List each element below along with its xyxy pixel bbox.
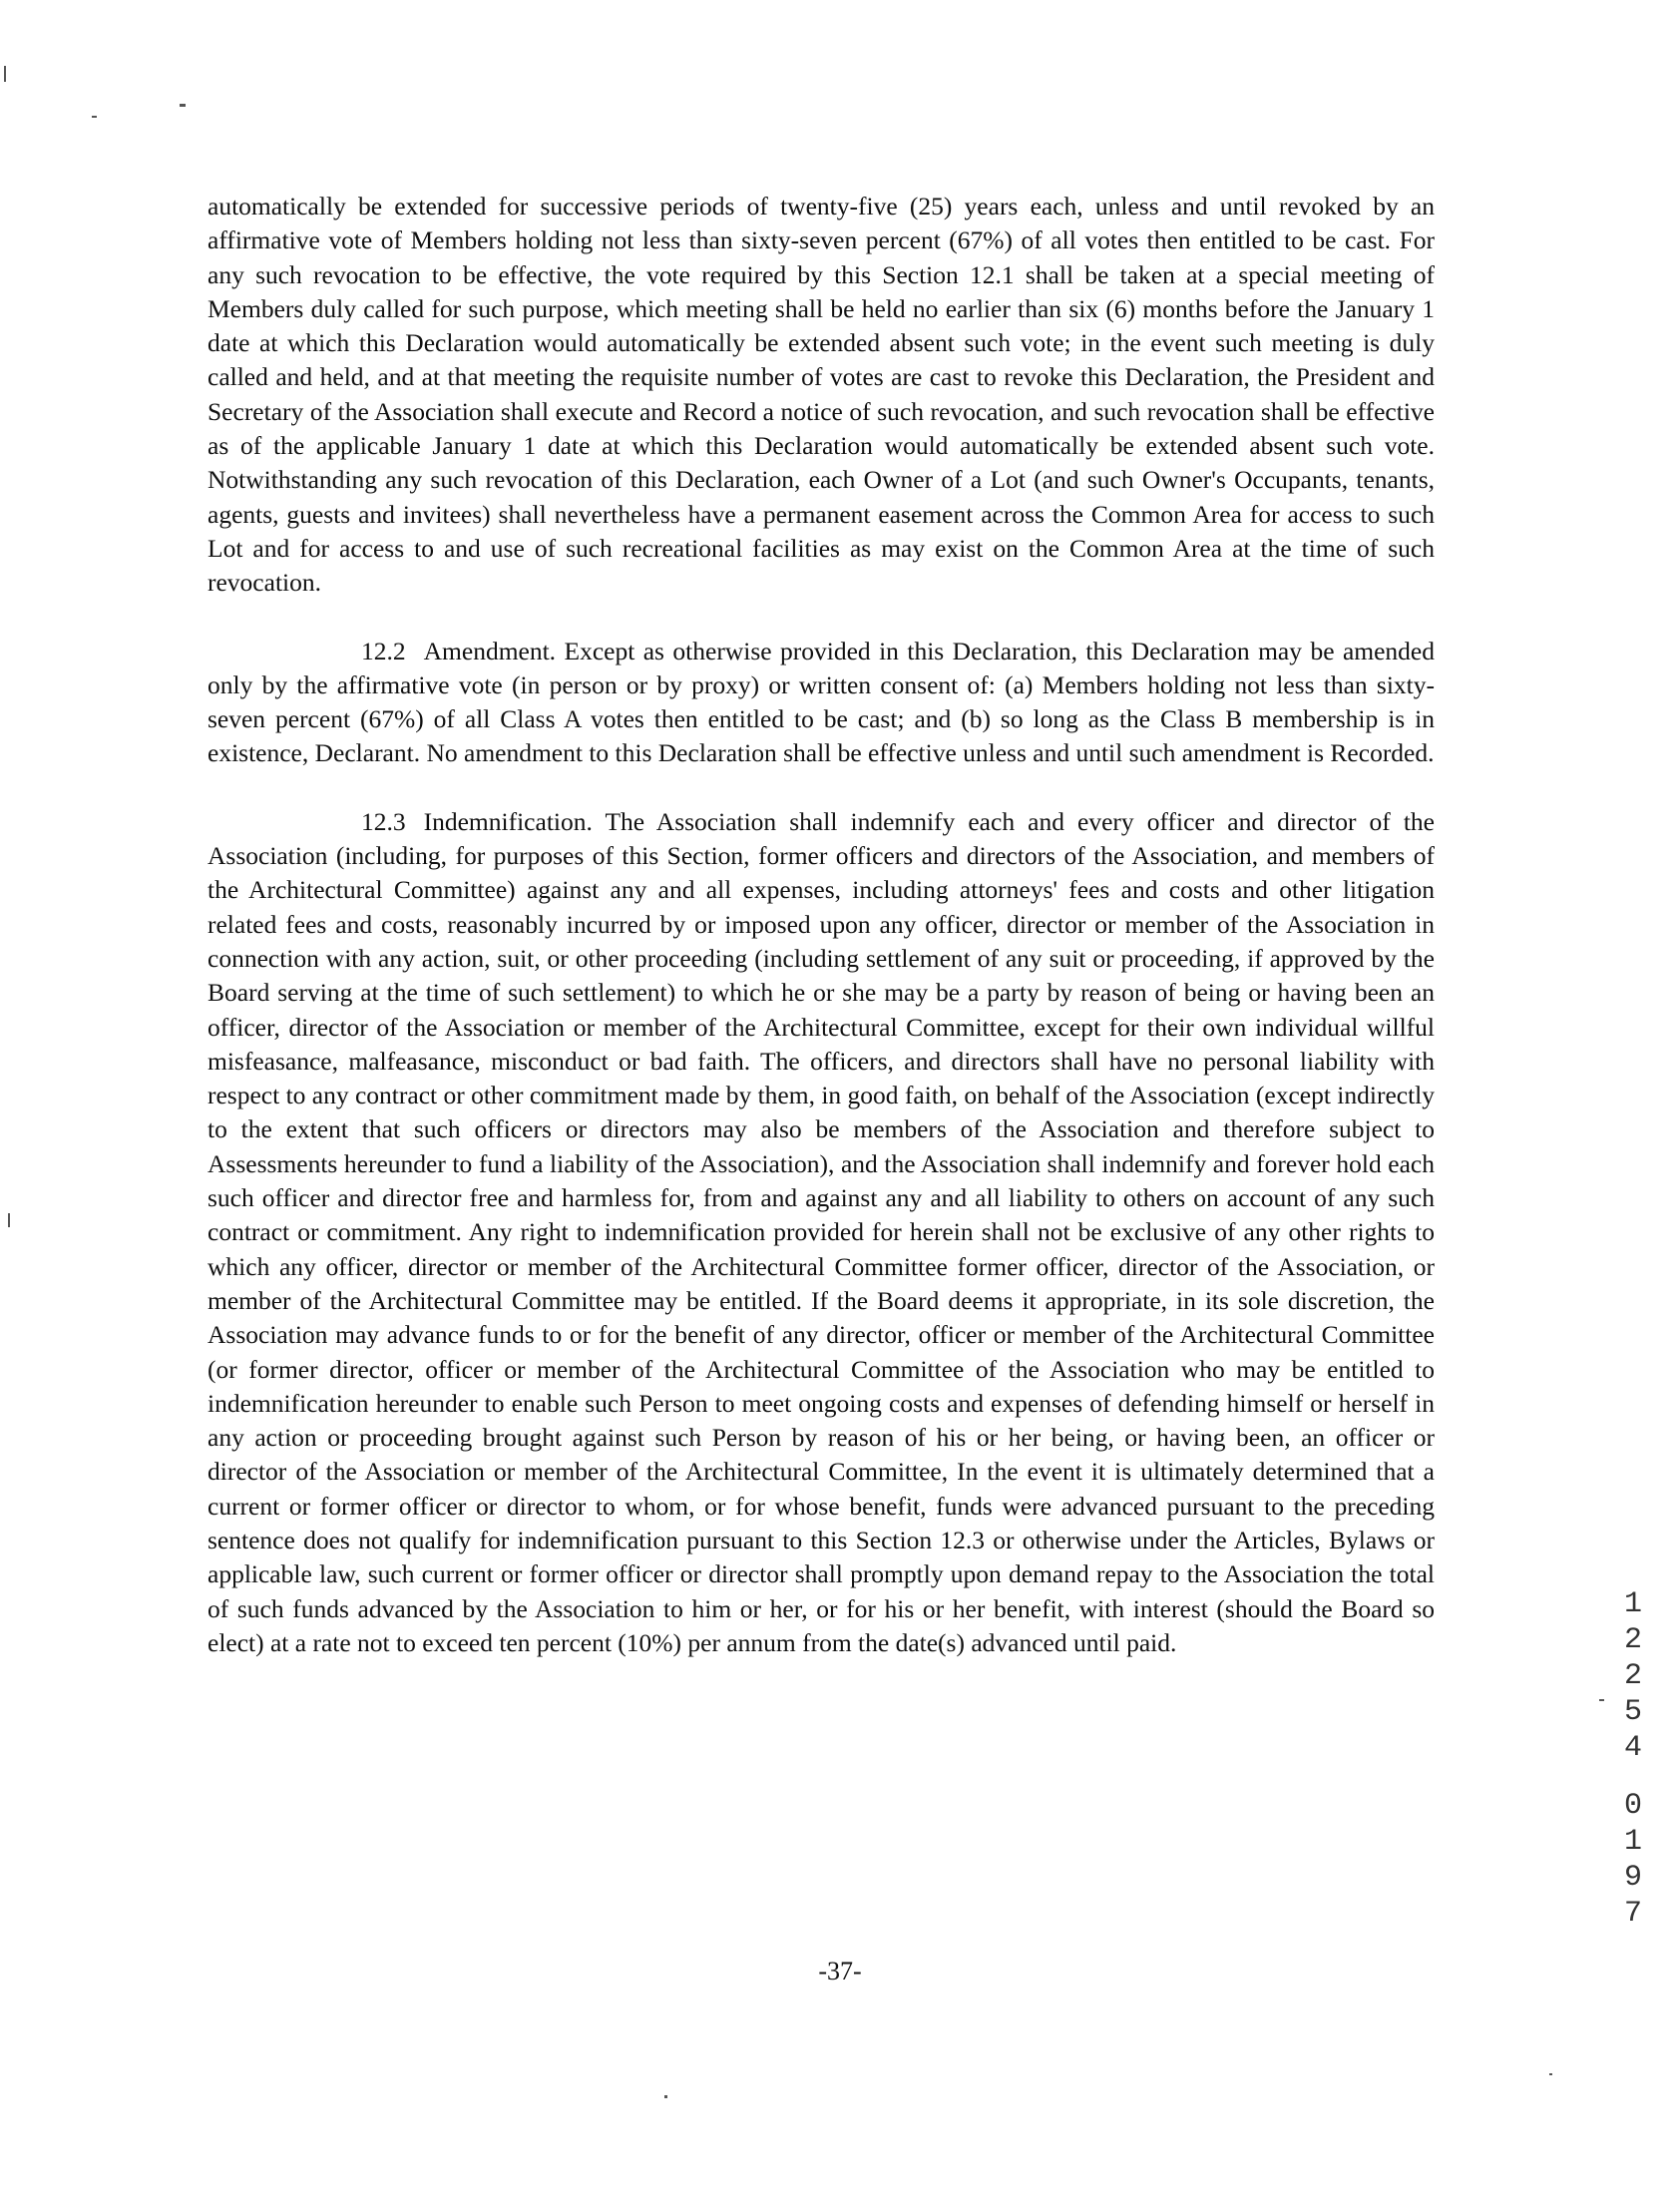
scan-mark (1549, 2073, 1552, 2075)
paragraph-12-1-continued: automatically be extended for successive periods of twenty-five (25) years each, unless and until revoked by an affirmative vote of Members holding not less than sixty-seven percent (67%) of all votes then entitled to be cast. For any such revocation to be effective, the vote required by this Section 12.1 shall be taken at a special meeting of Members duly called for such purpose, which meeting shall be held no earlier than six (6) months before the January 1 date at which this Declaration would automatically be extended absent such vote; in the event such meeting is duly called and held, and at that meeting the requisite number of votes are cast to revoke this Declaration, the President and Secretary of the Association shall execute and Record a notice of such revocation, and such revocation shall be effective as of the applicable January 1 date at which this Declaration would automatically be extended absent such vote. Notwithstanding any such revocation of this Declaration, each Owner of a Lot (and such Owner's Occupants, tenants, agents, guests and invitees) shall nevertheless have a permanent easement across the Common Area for access to such Lot and for access to and use of such recreational facilities as may exist on the Common Area at the time of such revocation. (208, 192, 1435, 598)
section-number: 12.2 (361, 636, 406, 665)
page-number: -37- (818, 1957, 862, 1985)
stamp-digit: 2 (1623, 1659, 1642, 1693)
scan-mark (4, 66, 6, 82)
stamp-gap (1620, 1766, 1646, 1788)
stamp-digit: 1 (1623, 1825, 1642, 1859)
section-12-3-indemnification (208, 805, 1435, 1660)
section-number: 12.3 (361, 806, 406, 836)
stamp-digit: 9 (1623, 1861, 1642, 1895)
stamp-digit: 1 (1623, 1587, 1642, 1621)
stamp-digit: 7 (1623, 1897, 1642, 1931)
stamp-digit: 2 (1623, 1623, 1642, 1657)
stamp-digit: 5 (1623, 1695, 1642, 1729)
section-12-2-amendment (208, 635, 1435, 771)
scan-mark (180, 104, 186, 107)
stamp-digit: 4 (1623, 1731, 1642, 1765)
scan-mark (1599, 1699, 1604, 1701)
stamp-digit: 0 (1623, 1789, 1642, 1823)
scan-mark (8, 1213, 10, 1227)
scan-mark (664, 2095, 667, 2098)
section-text: Amendment. Except as otherwise provided in this Declaration, this Declaration may be amended only by the affirmative vote (in person or by proxy) or written consent of: (a) Members holding not less than sixty-seven percent (67%) of all Class A votes then entitled to be cast; and (b) so long as the Class B membership is in existence, Declarant. No amendment to this Declaration shall be effective unless and until such amendment is Recorded. (208, 636, 1435, 768)
document-body (208, 190, 1435, 1660)
scan-mark (92, 116, 97, 118)
section-text: Indemnification. The Association shall indemnify each and every officer and director of the Association (including, for purposes of this Section, former officers and directors of the Association, and members of the Architectural Committee) against any and all expenses, including attorneys' fees and costs and other litigation related fees and costs, reasonably incurred by or imposed upon any officer, director or member of the Association in connection with any action, suit, or other proceeding (including settlement of any suit or proceeding, if approved by the Board serving at the time of such settlement) to which he or she may be a party by reason of being or having been an officer, director of the Association or member of the Architectural Committee, except for their own individual willful misfeasance, malfeasance, misconduct or bad faith. The officers, and directors shall have no personal liability with respect to any contract or other commitment made by them, in good faith, on behalf of the Association (except indirectly to the extent that such officers or directors may also be members of the Association and therefore subject to Assessments hereunder to fund a liability of the Association), and the Association shall indemnify and forever hold each such officer and director free and harmless for, from and against any and all liability to others on account of any such contract or commitment. Any right to indemnification provided for herein shall not be exclusive of any other rights to which any officer, director or member of the Architectural Committee former officer, director of the Association, or member of the Architectural Committee may be entitled. If the Board deems it appropriate, in its sole discretion, the Association may advance funds to or for the benefit of any director, officer or member of the Architectural Committee (or former director, officer or member of the Architectural Committee of the Association who may be entitled to indemnification hereunder to enable such Person to meet ongoing costs and expenses of defending himself or herself in any action or proceeding brought against such Person by reason of his or her being, or having been, an officer or director of the Association or member of the Architectural Committee, In the event it is ultimately determined that a current or former officer or director to whom, or for whose benefit, funds were advanced pursuant to the preceding sentence does not qualify for indemnification pursuant to this Section 12.3 or otherwise under the Articles, Bylaws or applicable law, such current or former officer or director shall promptly upon demand repay to the Association the total of such funds advanced by the Association to him or her, or for his or her benefit, with interest (should the Board so elect) at a rate not to exceed ten percent (10%) per annum from the date(s) advanced until paid. (208, 806, 1436, 1657)
margin-recording-stamp (1620, 1586, 1646, 1932)
